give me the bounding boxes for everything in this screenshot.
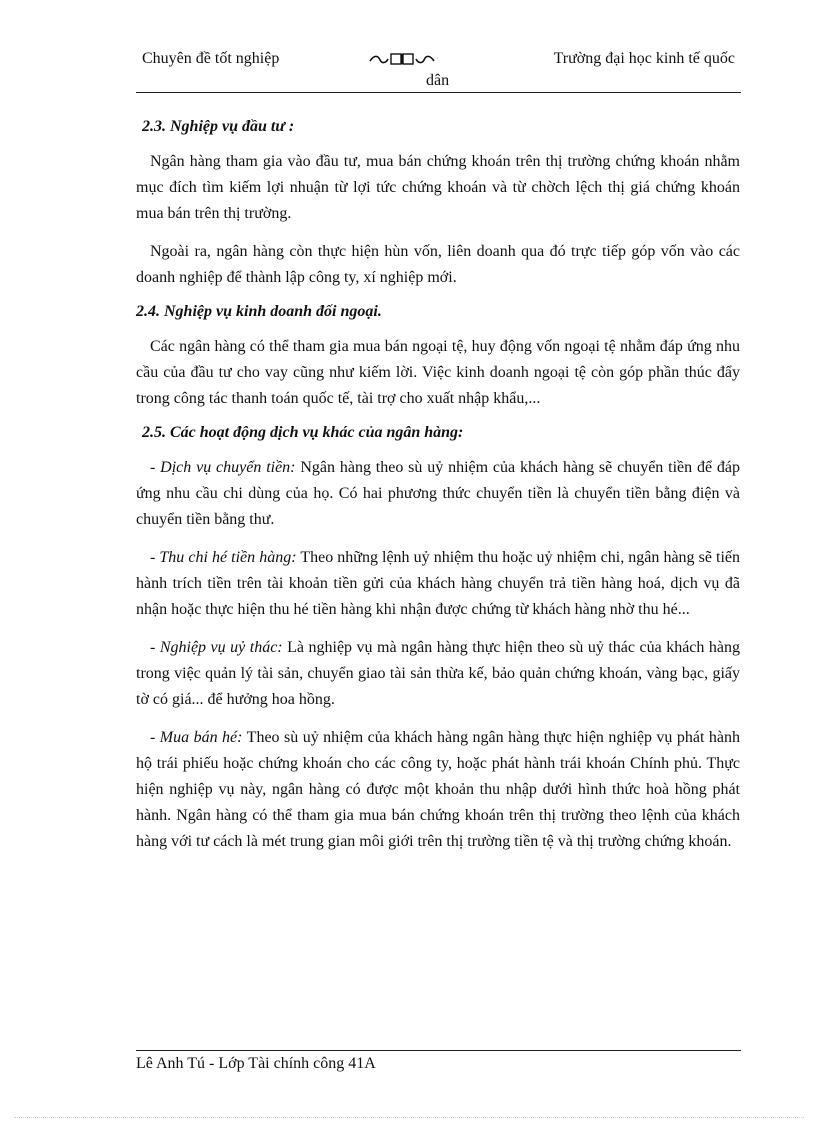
page-footer xyxy=(136,1050,741,1073)
section-heading-2-4: 2.4. Nghiệp vụ kinh doanh đối ngoại. xyxy=(136,303,382,320)
footer-author: Lê Anh Tú - Lớp Tài chính công 41A xyxy=(136,1055,376,1072)
service-item: - Mua bán hé: Theo sù uỷ nhiệm của khách hàng ngân hàng thực hiện nghiệp vụ phát hành hộ trái phiếu hoặc chứng khoán cho các công ty, hoặc phát hành trái khoán Chính phủ. Thực hiện nghiệp vụ này, ngân hàng có được một khoản thu nhập dưới hình thức hoà hồng phát hành. Ngân hàng có thể tham gia mua bán chứng khoán trên thị trường theo lệnh của khách hàng với tư cách là mét trung gian môi giới trên thị trường tiền tệ và thị trường chứng khoán. xyxy=(136,729,740,850)
paragraph: Ngân hàng tham gia vào đầu tư, mua bán chứng khoán trên thị trường chứng khoán nhằm mục đích tìm kiếm lợi nhuận từ lợi tức chứng khoán và từ chờch lệch thị giá chứng khoán mua bán trên thị trường. xyxy=(136,153,740,222)
paragraph: Ngoài ra, ngân hàng còn thực hiện hùn vốn, liên doanh qua đó trực tiếp góp vốn vào các doanh nghiệp để thành lập công ty, xí nghiệp mới. xyxy=(136,243,740,286)
section-heading-2-3: 2.3. Nghiệp vụ đầu tư : xyxy=(142,118,295,135)
book-ornament-icon xyxy=(368,52,438,66)
header-right-continuation: dân xyxy=(426,72,450,89)
page-bottom-divider xyxy=(14,1117,804,1118)
service-term: Mua bán hé: xyxy=(159,729,243,746)
header-left-title: Chuyên đề tốt nghiệp xyxy=(142,50,280,67)
service-term: Nghiệp vụ uỷ thác: xyxy=(159,639,283,656)
header-right-title: Trường đại học kinh tế quốc xyxy=(553,50,735,67)
document-body xyxy=(136,118,740,867)
paragraph: Các ngân hàng có thể tham gia mua bán ngoại tệ, huy động vốn ngoại tệ nhằm đáp ứng nhu cầu của đầu tư cho vay cũng như kiếm lời. Việc kinh doanh ngoại tệ còn góp phần thúc đẩy trong công tác thanh toán quốc tế, tài trợ cho xuất nhập khẩu,... xyxy=(136,338,740,407)
section-heading-2-5: 2.5. Các hoạt động dịch vụ khác của ngân hàng: xyxy=(142,424,464,441)
page-header xyxy=(136,48,741,93)
service-term: Thu chi hé tiền hàng: xyxy=(159,549,297,566)
service-item: - Thu chi hé tiền hàng: Theo những lệnh uỷ nhiệm thu hoặc uỷ nhiệm chi, ngân hàng sẽ tiến hành trích tiền trên tài khoản tiền gửi của khách hàng chuyển trả tiền hàng hoá, dịch vụ đã nhận hoặc thực hiện thu hé tiền hàng khi nhận được chứng từ khách hàng nhờ thu hé... xyxy=(136,549,740,618)
service-item: - Nghiệp vụ uỷ thác: Là nghiệp vụ mà ngân hàng thực hiện theo sù uỷ thác của khách hàng trong việc quản lý tài sản, chuyển giao tài sản thừa kế, bảo quản chứng khoán, vàng bạc, giấy tờ có giá... để hưởng hoa hồng. xyxy=(136,639,740,708)
service-term: Dịch vụ chuyển tiền: xyxy=(160,459,296,476)
service-item: - Dịch vụ chuyển tiền: Ngân hàng theo sù uỷ nhiệm của khách hàng sẽ chuyển tiền để đáp ứng nhu cầu chi dùng của họ. Có hai phương thức chuyển tiền là chuyển tiền bằng điện và chuyển tiền bằng thư. xyxy=(136,459,741,528)
